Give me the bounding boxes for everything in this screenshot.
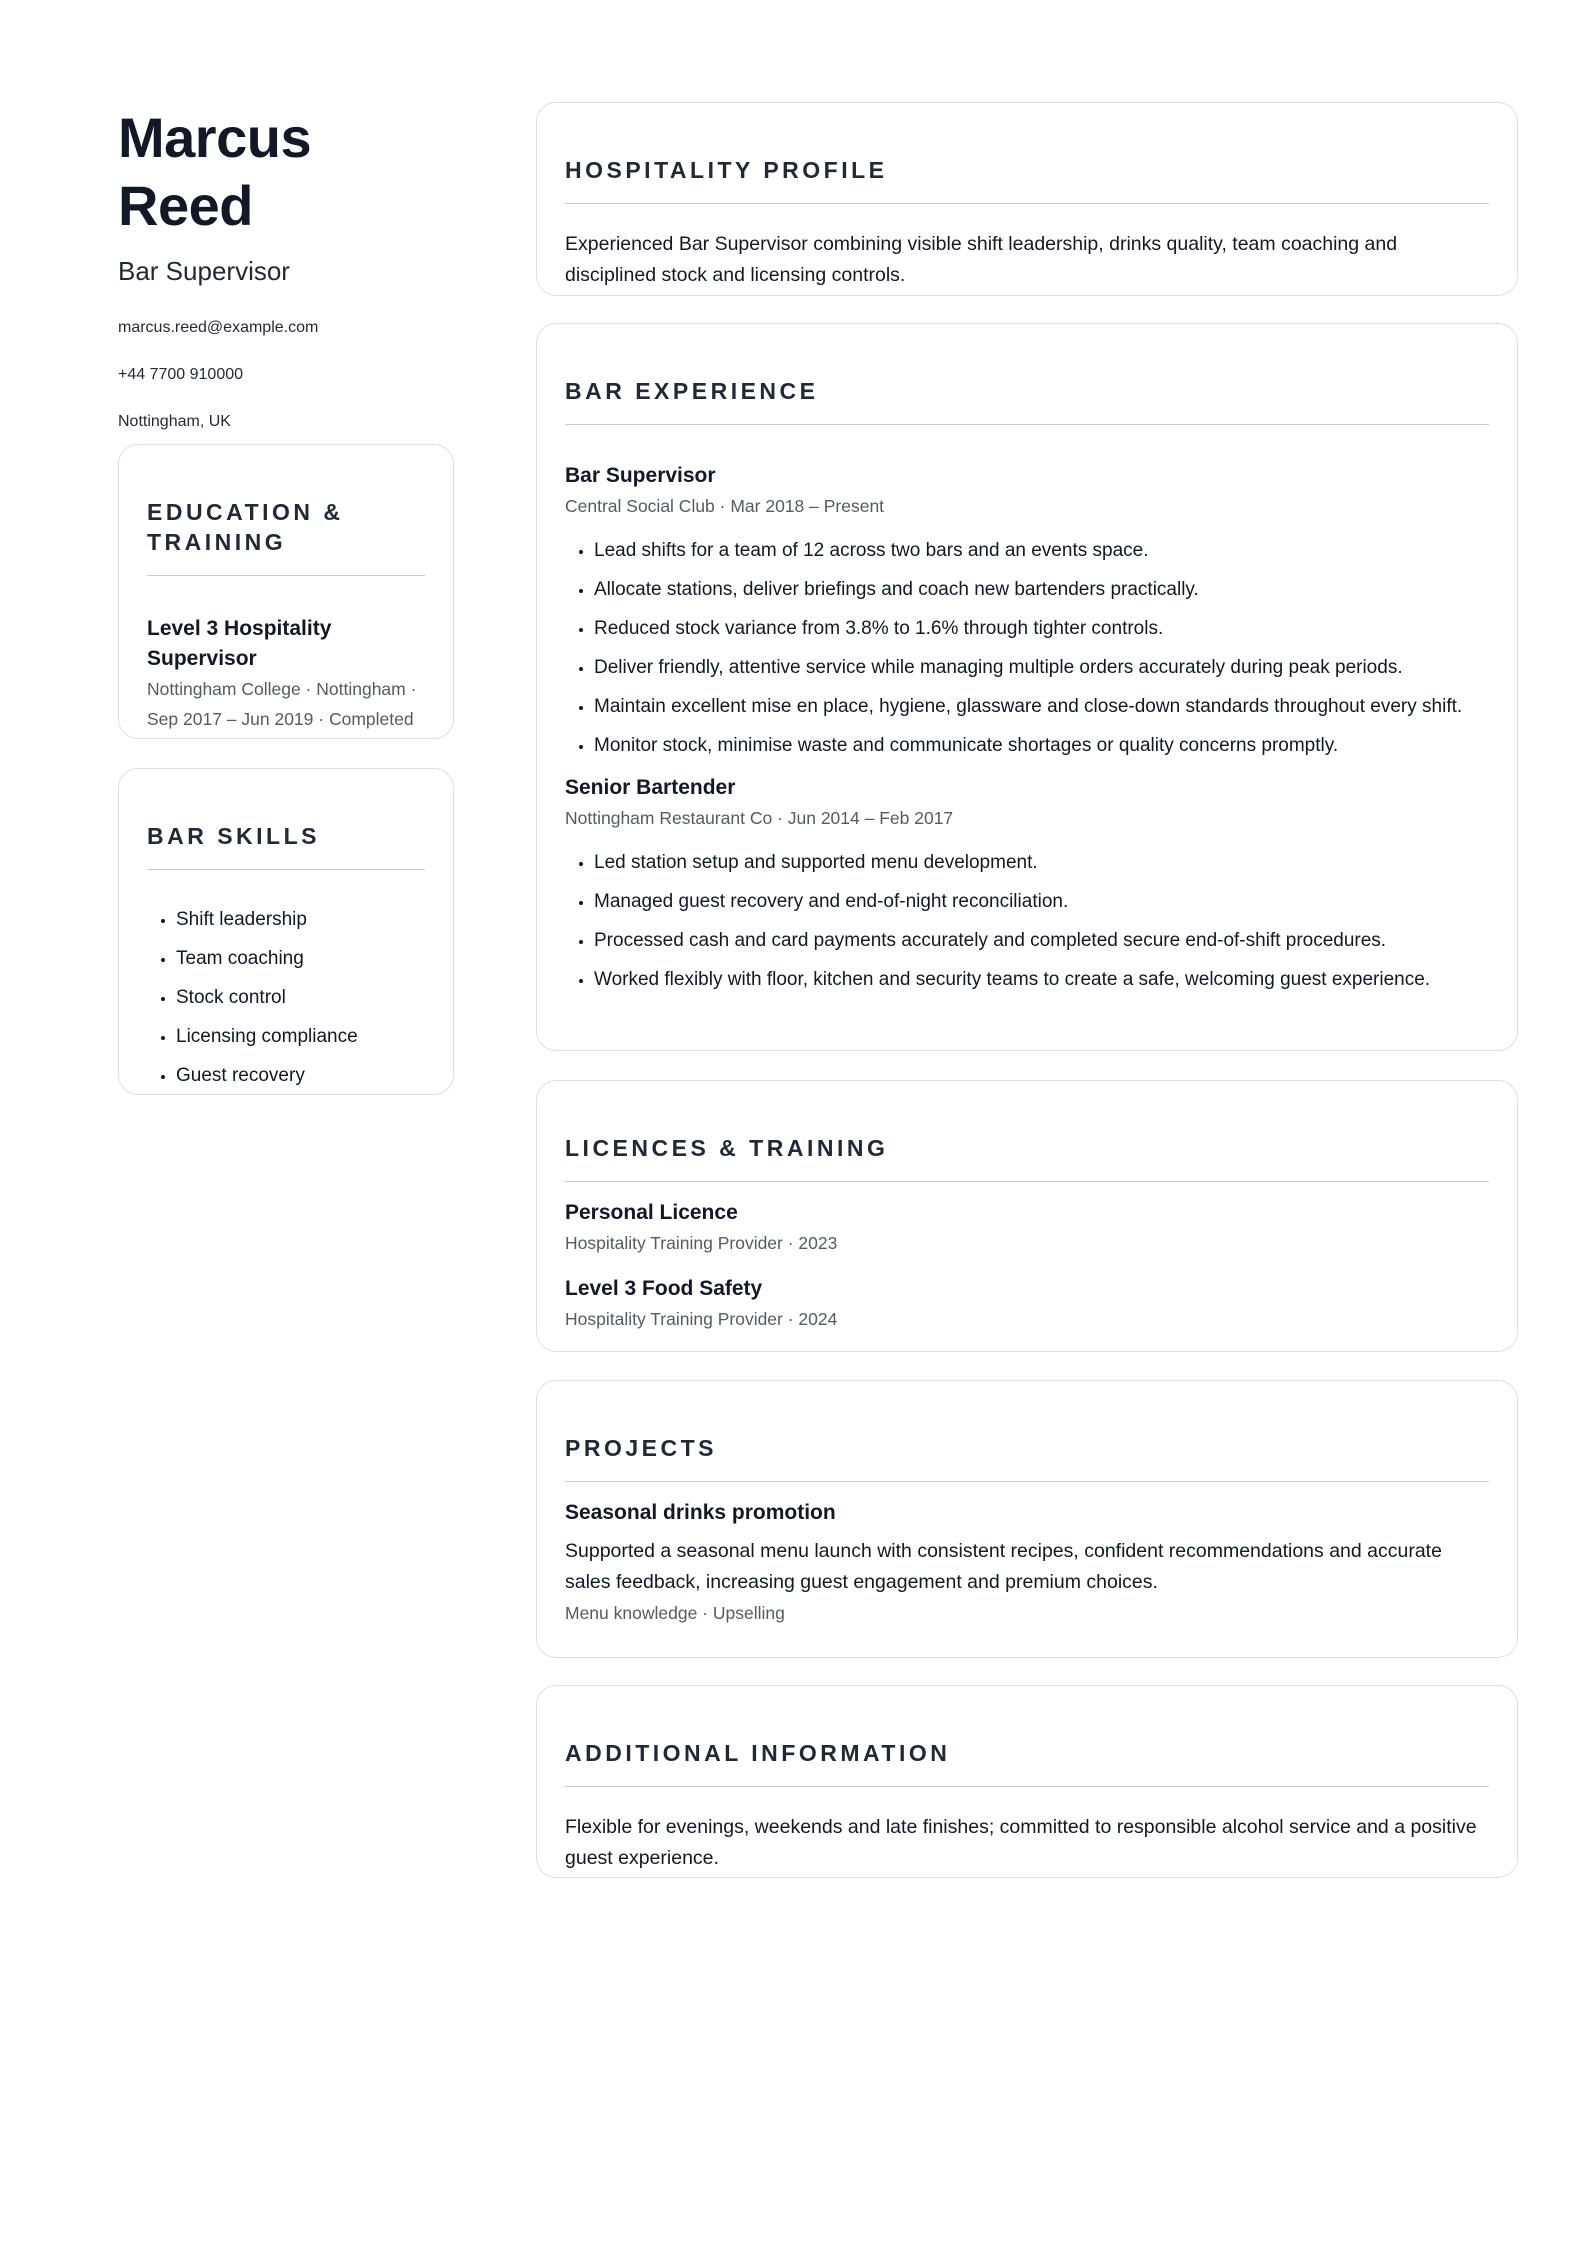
additional-text: Flexible for evenings, weekends and late finishes; committed to responsible alcohol service and a positive guest experience. xyxy=(565,1816,1477,1869)
education-entry xyxy=(147,614,425,734)
licences-heading: LICENCES & TRAINING xyxy=(565,1135,889,1161)
list-item: • Processed cash and card payments accurately and completed secure end-of-shift procedures. xyxy=(594,925,1489,956)
section-divider xyxy=(565,1786,1489,1787)
additional-heading: ADDITIONAL INFORMATION xyxy=(565,1740,951,1766)
list-item: • Worked flexibly with floor, kitchen and security teams to create a safe, welcoming guest experience. xyxy=(594,964,1489,995)
list-item: • Monitor stock, minimise waste and communicate shortages or quality concerns promptly. xyxy=(594,730,1489,761)
section-divider xyxy=(565,1181,1489,1182)
section-divider xyxy=(565,203,1489,204)
contact-info xyxy=(118,318,454,459)
job-title: Bar Supervisor xyxy=(565,464,716,487)
licence-name: Level 3 Food Safety xyxy=(565,1277,763,1300)
contact-phone[interactable]: +44 7700 910000 xyxy=(118,366,244,383)
list-item: • Team coaching xyxy=(176,943,425,974)
list-item: • Licensing compliance xyxy=(176,1021,425,1052)
profile-heading: HOSPITALITY PROFILE xyxy=(565,157,888,183)
contact-location: Nottingham, UK xyxy=(118,413,231,430)
sidebar xyxy=(118,104,454,459)
licences-card xyxy=(536,1080,1518,1352)
list-item: • Led station setup and supported menu development. xyxy=(594,847,1489,878)
job-meta: Nottingham Restaurant Co · Jun 2014 – Feb 2017 xyxy=(565,808,954,828)
licence-entry xyxy=(565,1274,1489,1334)
projects-card xyxy=(536,1380,1518,1658)
licence-meta: Hospitality Training Provider · 2023 xyxy=(565,1233,838,1253)
list-item: • Deliver friendly, attentive service while managing multiple orders accurately during peak periods. xyxy=(594,652,1489,683)
education-card xyxy=(118,444,454,739)
project-description: Supported a seasonal menu launch with consistent recipes, confident recommendations and accurate sales feedback, increasing guest engagement and premium choices. xyxy=(565,1540,1442,1593)
list-item: • Stock control xyxy=(176,982,425,1013)
project-entry xyxy=(565,1498,1489,1628)
skills-list xyxy=(147,904,425,1091)
education-meta: Nottingham College · Nottingham · Sep 2017 – Jun 2019 · Completed xyxy=(147,679,417,729)
candidate-role: Bar Supervisor xyxy=(118,256,290,286)
list-item: • Shift leadership xyxy=(176,904,425,935)
section-divider xyxy=(147,575,425,576)
job-title: Senior Bartender xyxy=(565,776,736,799)
job-entry xyxy=(565,773,1489,995)
section-divider xyxy=(565,1481,1489,1482)
education-degree: Level 3 Hospitality Supervisor xyxy=(147,617,332,670)
list-item: • Managed guest recovery and end-of-night reconciliation. xyxy=(594,886,1489,917)
list-item: • Allocate stations, deliver briefings and coach new bartenders practically. xyxy=(594,574,1489,605)
skills-heading: BAR SKILLS xyxy=(147,823,320,849)
experience-heading: BAR EXPERIENCE xyxy=(565,378,819,404)
job-meta: Central Social Club · Mar 2018 – Present xyxy=(565,496,885,516)
skills-card xyxy=(118,768,454,1095)
profile-summary: Experienced Bar Supervisor combining visible shift leadership, drinks quality, team coaching and disciplined stock and licensing controls. xyxy=(565,233,1398,286)
list-item: • Reduced stock variance from 3.8% to 1.6% through tighter controls. xyxy=(594,613,1489,644)
licence-name: Personal Licence xyxy=(565,1201,738,1224)
experience-card xyxy=(536,323,1518,1051)
list-item: • Guest recovery xyxy=(176,1060,425,1091)
job-entry xyxy=(565,461,1489,761)
additional-card xyxy=(536,1685,1518,1878)
contact-email[interactable]: marcus.reed@example.com xyxy=(118,319,319,336)
section-divider xyxy=(565,424,1489,425)
list-item: • Lead shifts for a team of 12 across two bars and an events space. xyxy=(594,535,1489,566)
licence-entry xyxy=(565,1198,1489,1258)
section-divider xyxy=(147,869,425,870)
project-name: Seasonal drinks promotion xyxy=(565,1501,836,1524)
job-bullets xyxy=(565,847,1489,995)
candidate-name: Marcus Reed xyxy=(118,106,312,237)
education-heading: EDUCATION & TRAINING xyxy=(147,499,344,555)
projects-heading: PROJECTS xyxy=(565,1435,717,1461)
profile-card xyxy=(536,102,1518,296)
project-tags: Menu knowledge · Upselling xyxy=(565,1603,785,1623)
job-bullets xyxy=(565,535,1489,761)
licence-meta: Hospitality Training Provider · 2024 xyxy=(565,1309,838,1329)
list-item: • Maintain excellent mise en place, hygiene, glassware and close-down standards throughout every shift. xyxy=(594,691,1489,722)
